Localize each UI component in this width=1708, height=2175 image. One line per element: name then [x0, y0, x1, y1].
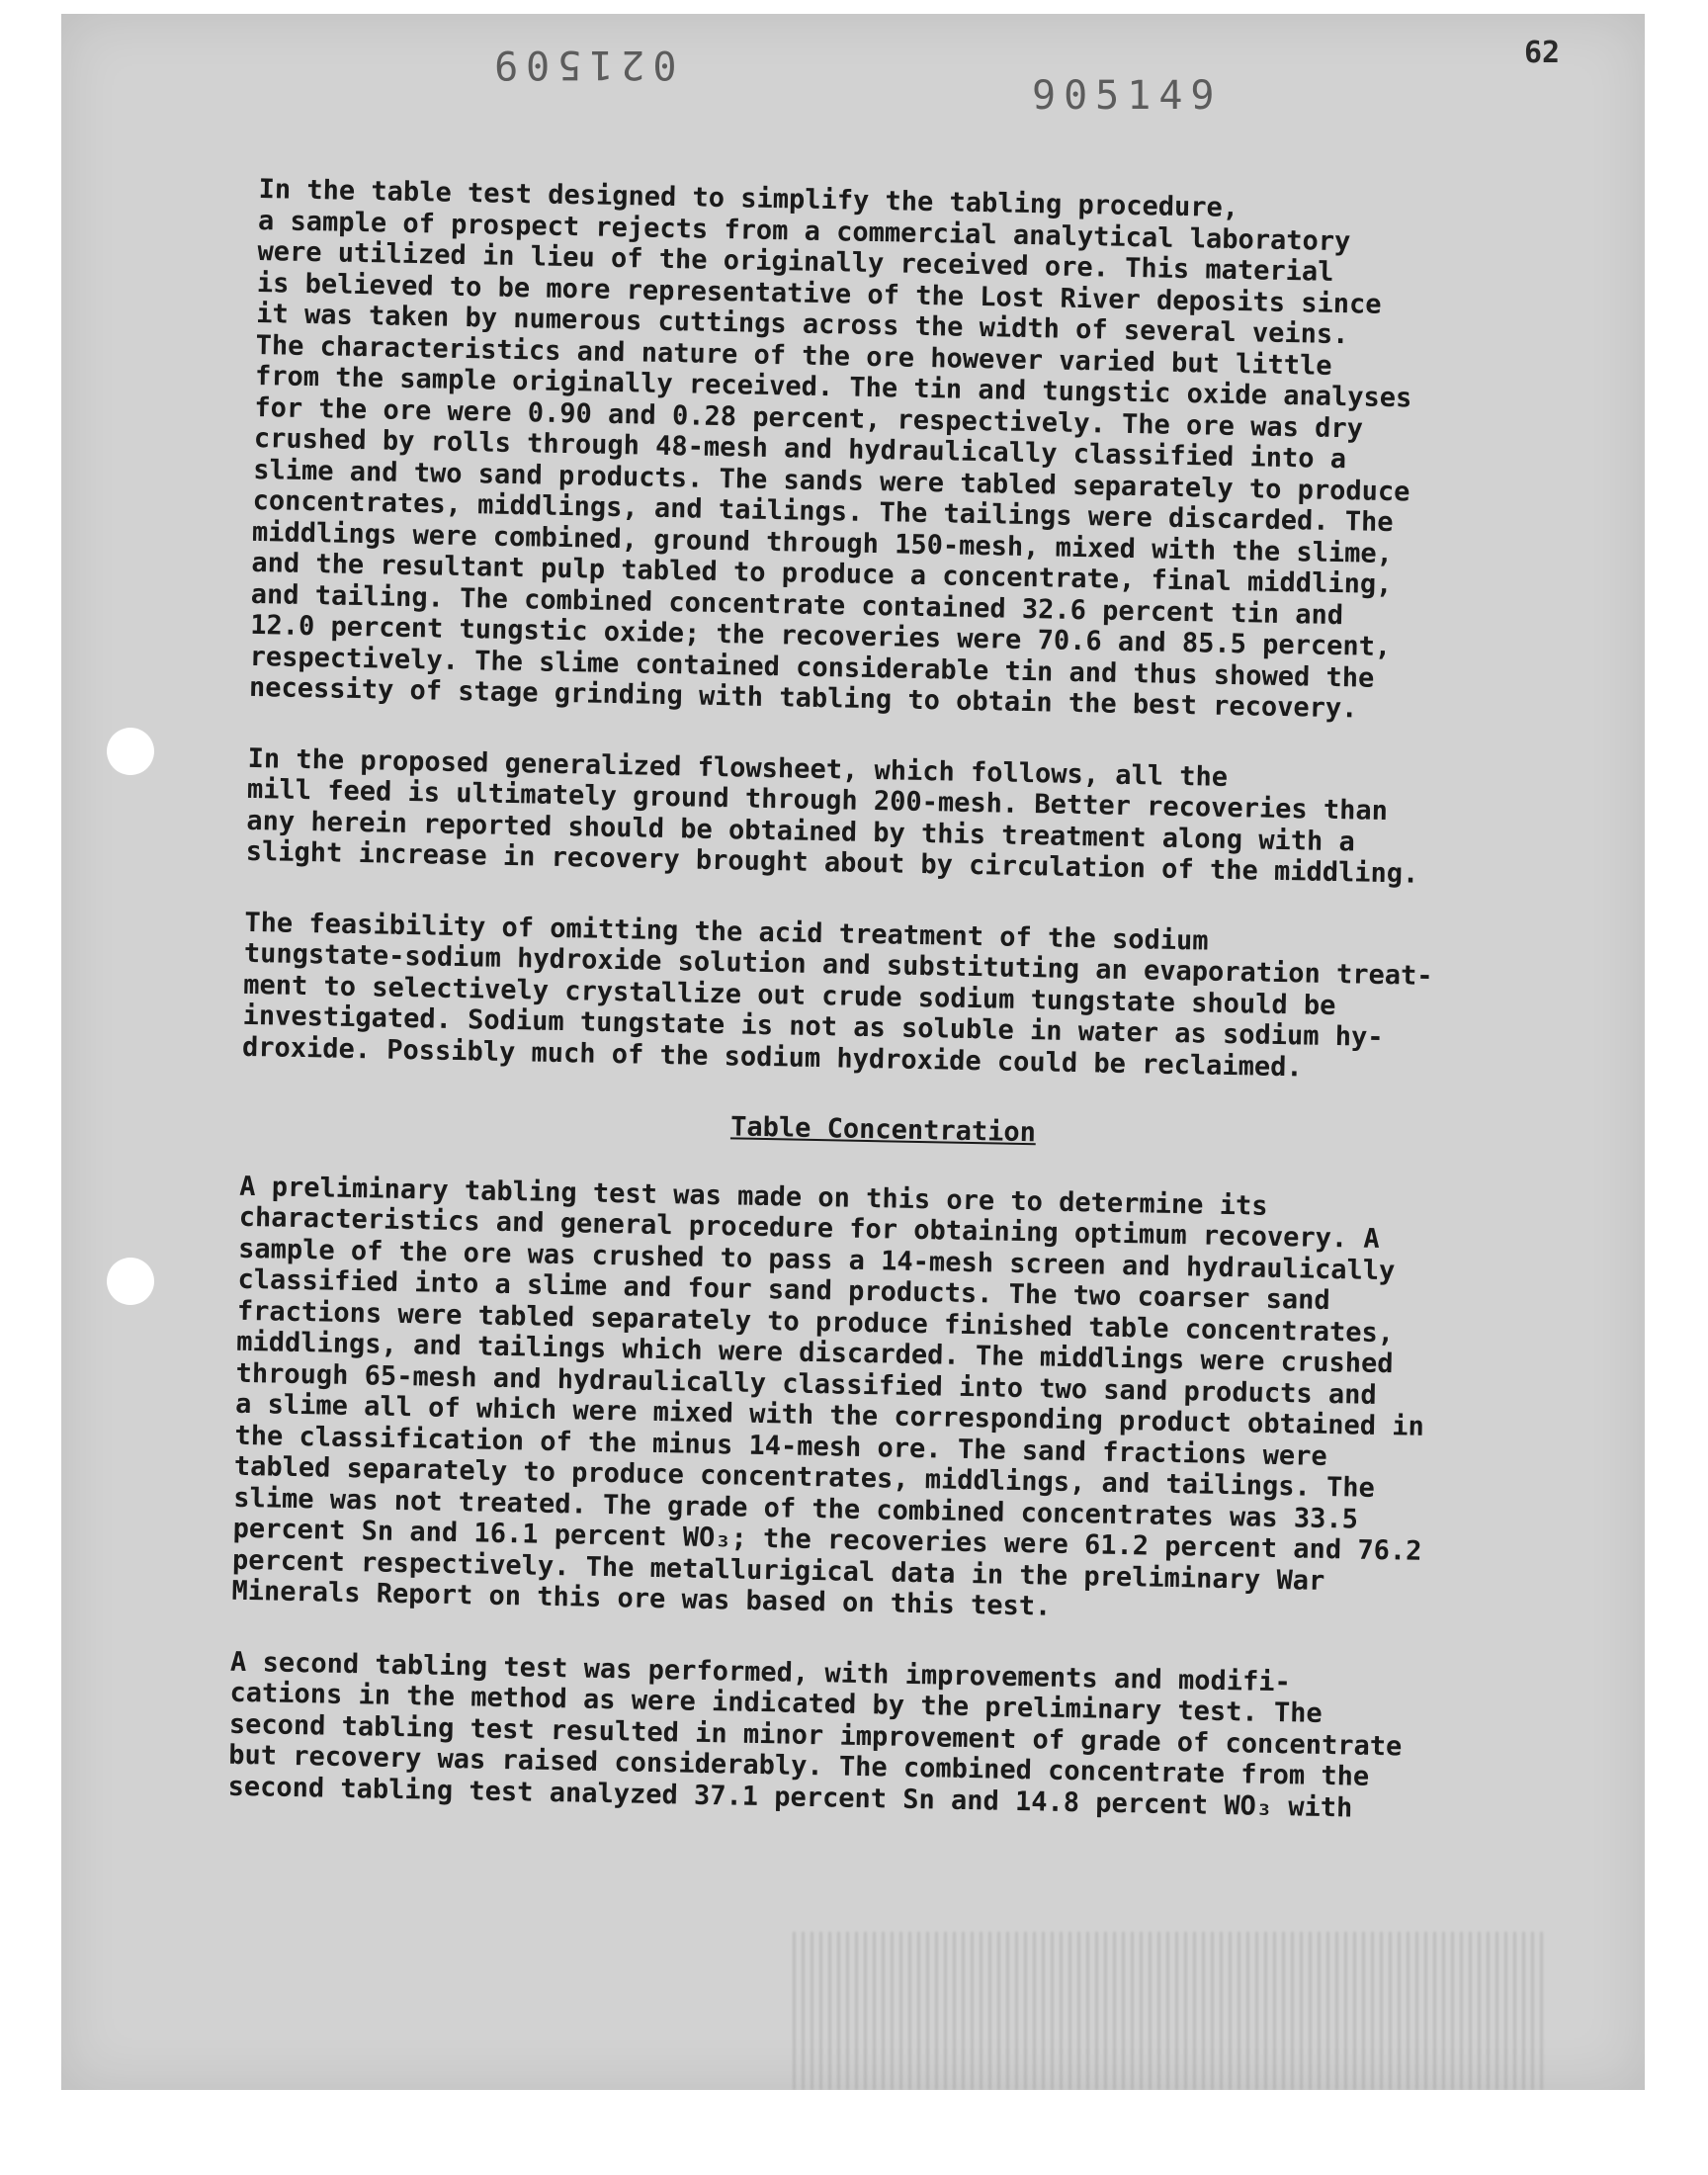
body-text — [227, 174, 1544, 1867]
paragraph-generalized-flowsheet: In the proposed generalized flowsheet, which follows, all the mill feed is ultimately ground through 200-mesh. Better recoveries than any herein reported should be obtained by this treatment along with a slight increase in recovery brought about by circulation of the middling. — [245, 742, 1419, 890]
scan-streak — [793, 1932, 1544, 2090]
paragraph-second-test: A second tabling test was performed, with improvements and modifi- cations in the method as were indicated by the preliminary test. The second tabling test resulted in minor improvement of grade of concentrate but recovery was raised considerably. The combined concentrate from the second tabling test analyzed 37.1 percent Sn and 14.8 percent WO₃ with — [227, 1646, 1403, 1824]
paragraph-feasibility: The feasibility of omitting the acid treatment of the sodium tungstate-sodium hydroxide solution and substituting an evaporation treat- ment to selectively crystallize out crude sodium tungstate should be investigated. Sodium tungstate is not as soluble in water as sodium hy- droxide. Possibly much of the sodium hydroxide could be reclaimed. — [241, 907, 1433, 1083]
punch-hole-lower — [107, 1258, 154, 1305]
inverted-stamp-number: 021509 — [486, 42, 677, 87]
section-heading: Table Concentration — [729, 1111, 1037, 1149]
stamp-number: 905149 — [1032, 73, 1223, 119]
page-number: 62 — [1524, 36, 1561, 70]
punch-hole-upper — [107, 728, 154, 775]
document-page — [61, 14, 1645, 2090]
paragraph-preliminary-test: A preliminary tabling test was made on this ore to determine its characteristics and general procedure for obtaining optimum recovery. A sample of the ore was crushed to pass a 14-mesh screen and hydraulically classified into a slime and four sand products. The two coarser sand fractions were tabled separately to produce finished table concentrates, middlings, and tailings which were discarded. The middlings were crushed through 65-mesh and hydraulically classified into two sand products and a slime all of which were mixed with the corresponding product obtained in the classification of the minus 14-mesh ore. The sand fractions were tabled separately to produce concentrates, middlings, and tailings. The slime was not treated. The grade of the combined concentrates was 33.5 percent Sn and 16.1 percent WO₃; the recoveries were 61.2 percent and 76.2 percent respectively. The metallurigical data in the preliminary War Minerals Report on this ore was based on this test. — [231, 1171, 1425, 1622]
paragraph-table-test: In the table test designed to simplify the tabling procedure, a sample of prospect rejects from a commercial analytical laboratory were utilized in lieu of the originally received ore. This material is believed to be more representative of the Lost River deposits since it was taken by numerous cuttings across the width of several veins. The characteristics and nature of the ore however varied but little from the sample originally received. The tin and tungstic oxide analyses for the ore were 0.90 and 0.28 percent, respectively. The ore was dry crushed by rolls through 48-mesh and hydraulically classified into a slime and two sand products. The sands were tabled separately to produce concentrates, middlings, and tailings. The tailings were discarded. The middlings were combined, ground through 150-mesh, mixed with the slime, and the resultant pulp tabled to produce a concentrate, final middling, and tailing. The combined concentrate contained 32.6 percent tin and 12.0 percent tungstic oxide; the recoveries were 70.6 and 85.5 percent, respectively. The slime contained considerable tin and thus showed the necessity of stage grinding with tabling to obtain the best recovery. — [248, 174, 1412, 725]
